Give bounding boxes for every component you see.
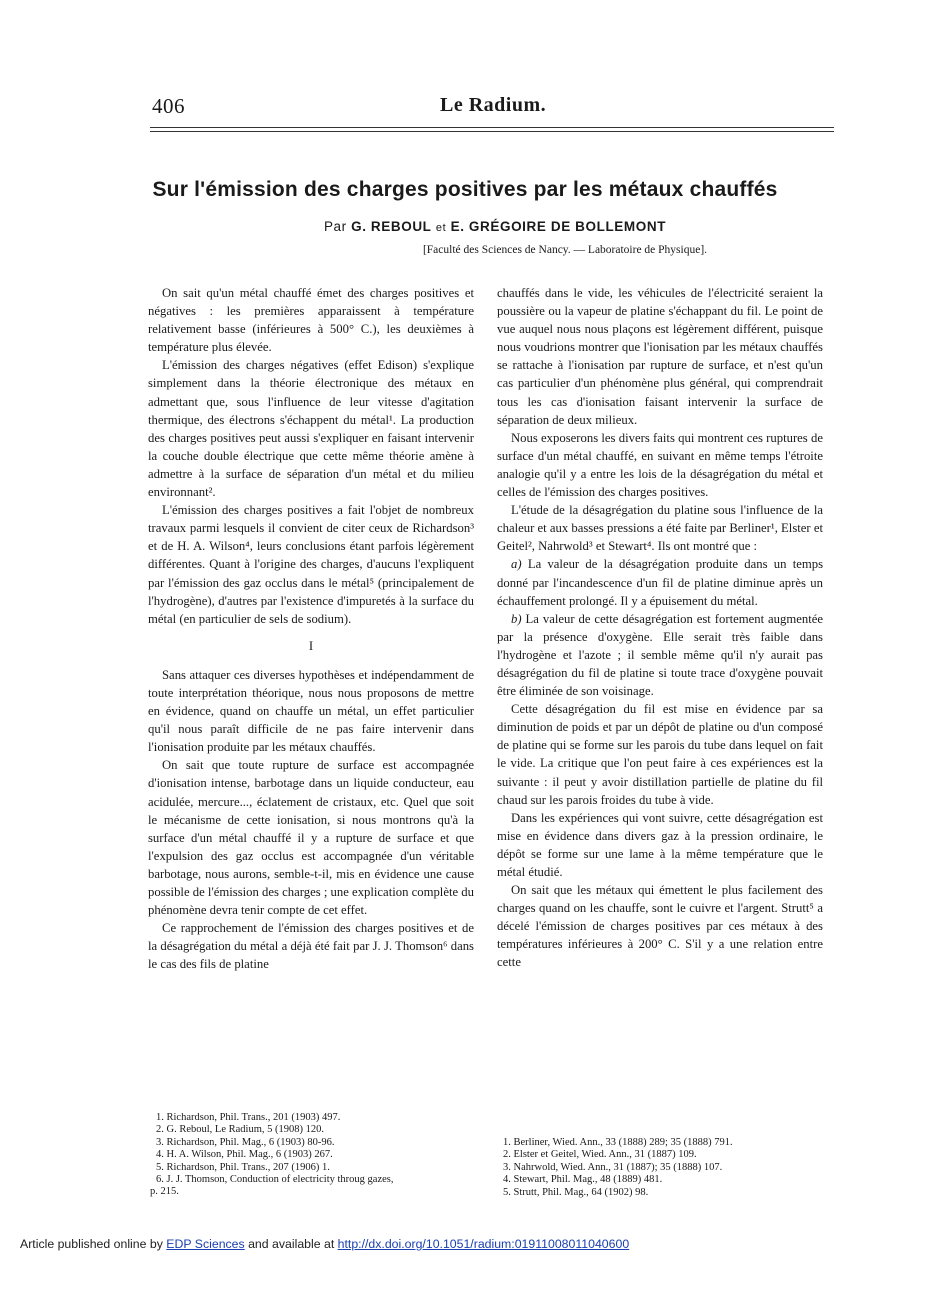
list-item: b) La valeur de cette désagrégation est fortement augmentée par la présence d'oxygène. Elle serait très faible dans l'hydrogène et l'azote ; il semble même qu'il n'y aurait pas désagrégation du fil de platine si toute trace d'oxygène pouvait être éliminée de son voisinage. (497, 611, 823, 699)
article-authors (0, 219, 930, 234)
list-label: a) (511, 557, 522, 572)
author-2: E. GRÉGOIRE DE BOLLEMONT (450, 219, 667, 234)
header-rule-bottom (150, 131, 834, 132)
publication-footer (20, 1237, 629, 1251)
footnotes-left (150, 1112, 480, 1199)
doi-link[interactable]: http://dx.doi.org/10.1051/radium:01911008011040600 (337, 1237, 630, 1251)
paragraph: Sans attaquer ces diverses hypothèses et indépendamment de toute interprétation théorique, nous nous proposons de mettre en évidence, quand on chauffe un métal, un effet particulier qu'il nous paraît difficile de ne pas faire intervenir dans l'ionisation produite par les métaux chauffés. (148, 667, 474, 755)
authors-prefix: Par (323, 219, 347, 234)
paragraph: Ce rapprochement de l'émission des charges positives et de la désagrégation du métal a déjà été fait par J. J. Thomson⁶ dans le cas des fils de platine (148, 921, 474, 972)
article-title: Sur l'émission des charges positives par les métaux chauffés (152, 178, 778, 201)
paragraph: On sait qu'un métal chauffé émet des charges positives et négatives : les premières apparaissent à température relativement basse (inférieures à 500° C.), les deuxièmes à température plus élevée. (148, 286, 474, 355)
footnote: 4. Stewart, Phil. Mag., 48 (1889) 481. (503, 1174, 663, 1186)
footnote: 1. Berliner, Wied. Ann., 33 (1888) 289; 35 (1888) 791. (503, 1137, 733, 1148)
footer-middle: and available at (248, 1237, 335, 1251)
footnote: 3. Richardson, Phil. Mag., 6 (1903) 80-96. (156, 1136, 335, 1148)
header-rule-top (150, 127, 834, 128)
paragraph: On sait que les métaux qui émettent le plus facilement des charges quand on les chauffe, sont le cuivre et l'argent. Strutt⁵ a décelé l'émission de charges positives par ces métaux à des températures inférieures à 200° C. S'il y a une relation entre cette (497, 883, 823, 970)
journal-title: Le Radium. (440, 94, 547, 116)
footer-prefix: Article published online by (20, 1237, 163, 1251)
footnote-continuation: p. 215. (150, 1186, 179, 1198)
page-number: 406 (152, 94, 185, 118)
paragraph: L'émission des charges négatives (effet Edison) s'explique simplement dans la théorie électronique des métaux en admettant que, sous l'influence de leur vitesse d'agitation thermique, des électrons s'échappent du métal¹. La production des charges positives peut aussi s'expliquer en faisant intervenir la couche double électrique que cette même théorie amène à admettre à la surface de séparation d'un métal et du milieu environnant². (148, 358, 474, 500)
footnote: 4. H. A. Wilson, Phil. Mag., 6 (1903) 267. (156, 1149, 333, 1161)
paragraph: On sait que toute rupture de surface est accompagnée d'ionisation intense, barbotage dans un liquide conducteur, eau acidulée, mercure..., éclatement de cristaux, etc. Quel que soit le mécanisme de cette ionisation, si nous montrons qu'à la surface d'un métal chauffé il y a rupture de surface et que l'expulsion des gaz occlus est accompagnée d'un véritable barbotage, nous aurons, semble-t-il, mis en évidence une cause possible de l'émission des charges ; une explication complète du phénomène devra tenir compte de cet effet. (148, 758, 474, 918)
list-item: a) La valeur de la désagrégation produite dans un temps donné par l'incandescence d'un fil de platine diminue après un échauffement prolongé. Il y a épuisement du métal. (497, 557, 824, 608)
footnote: 6. J. J. Thomson, Conduction of electricity throug gazes, (156, 1174, 394, 1186)
footnote: 2. G. Reboul, Le Radium, 5 (1908) 120. (156, 1124, 324, 1136)
paragraph: Cette désagrégation du fil est mise en évidence par sa diminution de poids et par un dépôt de platine ou d'un composé de platine qui se forme sur les parois du tube dans lequel on fait le vide. La critique que l'on peut faire à ces expériences est la suivante : il peut y avoir distillation partielle de platine du fil chaud sur les parois froides du tube à vide. (497, 702, 823, 807)
paragraph: L'étude de la désagrégation du platine sous l'influence de la chaleur et aux basses pressions a été faite par Berliner¹, Elster et Geitel², Nahrwold³ et Stewart⁴. Ils ont montré que : (497, 503, 823, 554)
left-column (148, 284, 474, 973)
footnote: 5. Richardson, Phil. Trans., 207 (1906) 1. (156, 1161, 330, 1173)
footnote: 2. Elster et Geitel, Wied. Ann., 31 (1887) 109. (503, 1149, 697, 1161)
paragraph: Dans les expériences qui vont suivre, cette désagrégation est mise en évidence dans divers gaz à la pression ordinaire, le dépôt se forme sur une lame à la même température que le métal étudié. (497, 810, 823, 879)
publisher-link[interactable]: EDP Sciences (166, 1237, 245, 1251)
footnotes-right (503, 1137, 833, 1199)
paragraph: Nous exposerons les divers faits qui montrent ces ruptures de surface d'un métal chauffé, en suivant en même temps l'étroite analogie qu'il y a entre les lois de la désagrégation du métal et celles de l'émission des charges positives. (497, 430, 823, 500)
paragraph: L'émission des charges positives a fait l'objet de nombreux travaux parmi lesquels il convient de citer ceux de Richardson³ et de H. A. Wilson⁴, leurs conclusions étant parfois légèrement différentes. Quant à l'origine des charges, d'aucuns l'expliquent par l'émission des gaz occlus dans le métal⁵ (principalement de l'hydrogène), d'autres par l'existence d'impuretés à la surface du métal (en particulier de sels de sodium). (148, 503, 474, 626)
section-number: I (308, 638, 314, 653)
footnote: 5. Strutt, Phil. Mag., 64 (1902) 98. (503, 1186, 649, 1198)
affiliation: [Faculté des Sciences de Nancy. — Laboratoire de Physique]. (422, 244, 708, 256)
list-label: b) (511, 611, 522, 626)
author-1: G. REBOUL (351, 219, 432, 234)
footnote: 1. Richardson, Phil. Trans., 201 (1903) 497. (156, 1112, 341, 1123)
footnote: 3. Nahrwold, Wied. Ann., 31 (1887); 35 (1888) 107. (503, 1161, 723, 1173)
paragraph: chauffés dans le vide, les véhicules de l'électricité seraient la poussière ou la vapeur de platine s'échappant du fil. Le point de vue auquel nous nous plaçons est légèrement différent, puisque nous voudrions montrer que l'ionisation par les métaux chauffés se rattache à l'ionisation par rupture de surface, et n'est qu'un cas particulier d'un phénomène plus général, qui comprendrait tous les cas d'ionisation faisant intervenir la surface de séparation de deux milieux. (497, 286, 823, 427)
authors-joiner: et (435, 222, 447, 234)
right-column (497, 284, 823, 972)
